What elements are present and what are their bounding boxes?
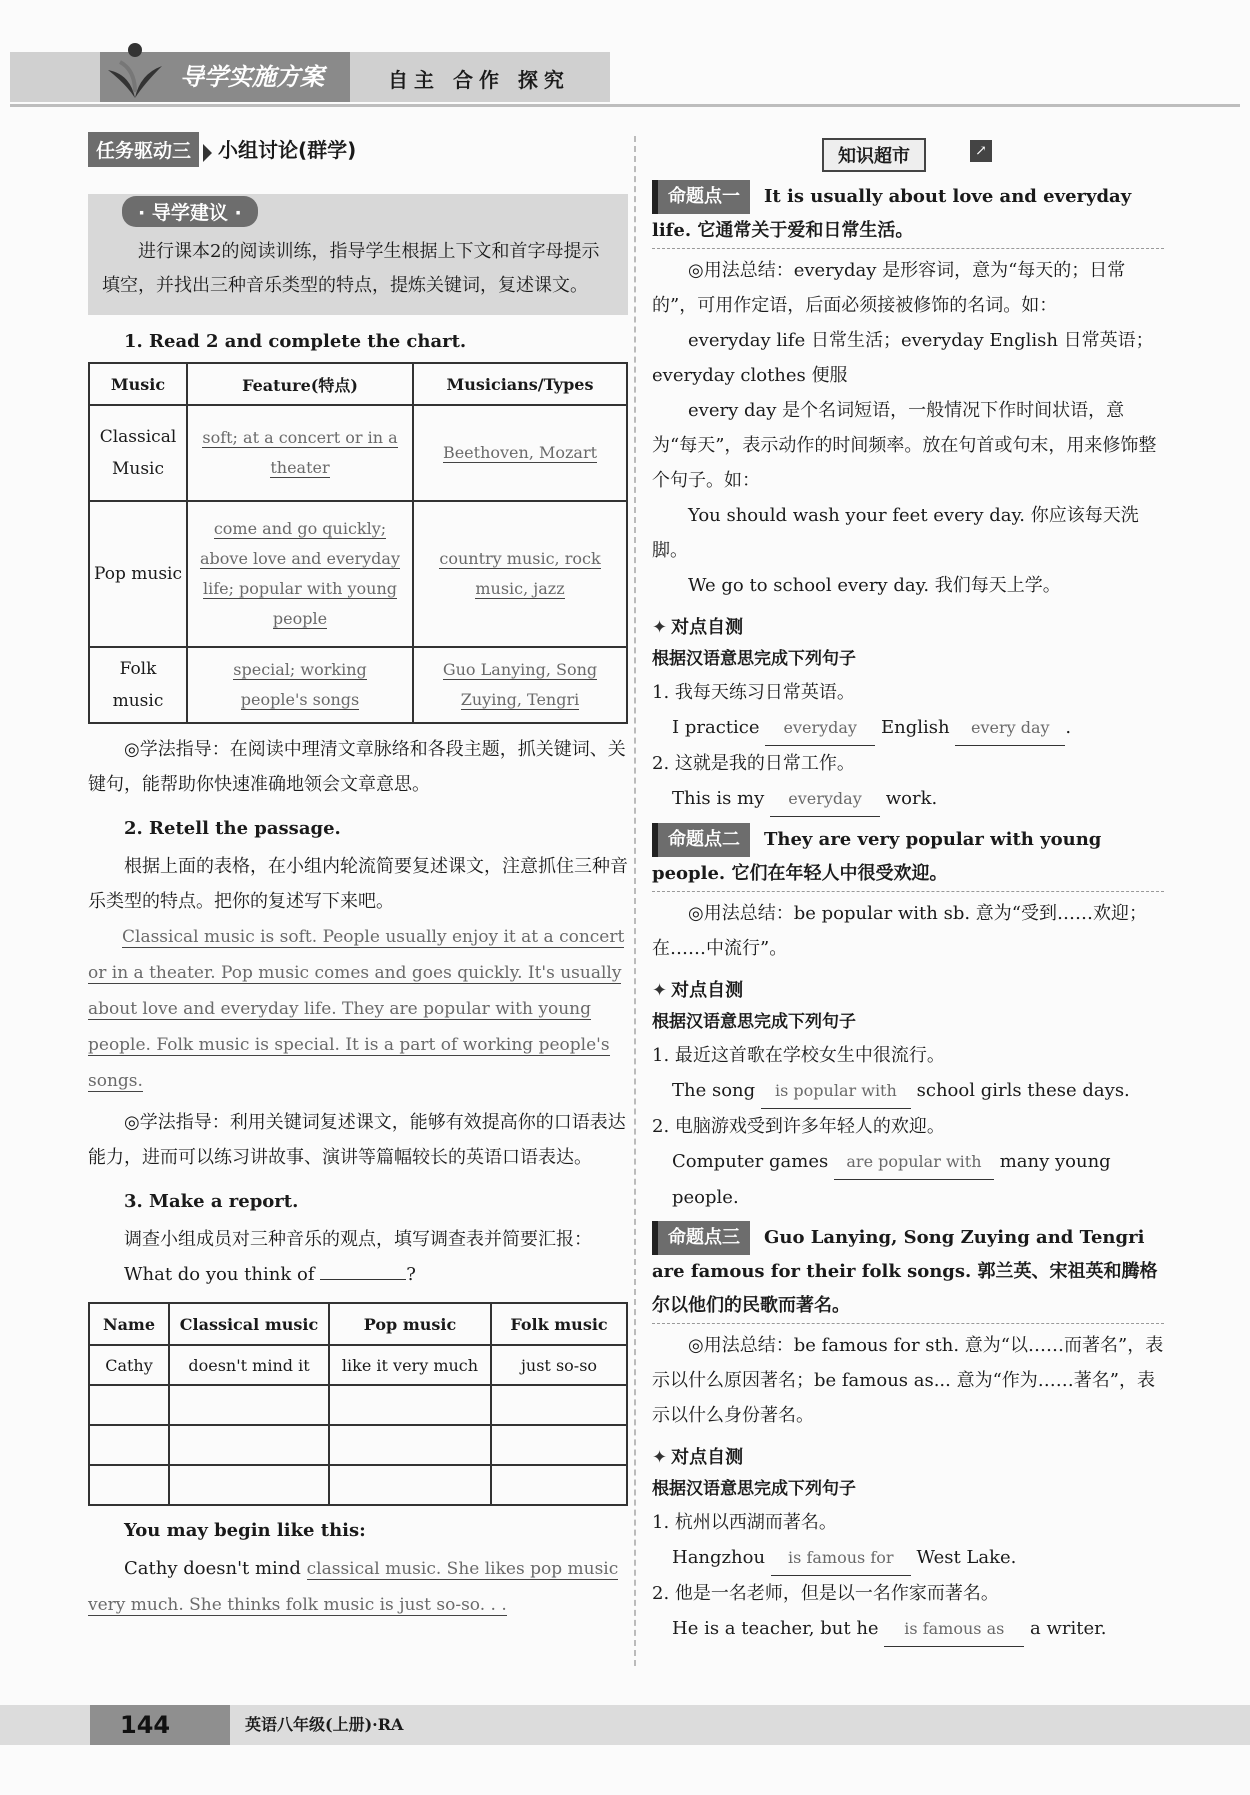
answer-blank: everyday [770,781,880,817]
right-column [652,130,1164,1647]
report-cell [491,1465,627,1505]
answer-blank: are popular with [834,1144,994,1180]
question: 2. 电脑游戏受到许多年轻人的欢迎。 [652,1116,945,1137]
arrow-right-icon [203,144,212,162]
instruction: 根据汉语意思完成下列句子 [652,1479,856,1499]
guide-tag: · 导学建议 · [122,196,258,227]
music-chart [88,362,628,724]
chart-cell-musicians: Beethoven, Mozart [413,405,627,501]
section-1-title: 1. Read 2 and complete the chart. [124,331,467,352]
usage-text: everyday life 日常生活；everyday English 日常英语；everyday clothes 便服 [652,330,1154,386]
instruction: 根据汉语意思完成下列句子 [652,1012,856,1032]
usage-text: every day 是个名词短语，一般情况下作时间状语，意为“每天”，表示动作的时间频率。放在句首或句末，用来修饰整个句子。如： [652,400,1157,491]
chart-header-music: Music [89,363,187,405]
chart-cell-music: Folk music [89,647,187,723]
task-title: 小组讨论(群学) [218,138,357,162]
report-header-folk: Folk music [491,1303,627,1345]
instruction: 根据汉语意思完成下列句子 [652,649,856,669]
sparkle-icon: ✦ [652,617,668,638]
answer-blank: is famous for [771,1540,911,1576]
header-subtitle: 自主 合作 探究 [388,68,570,92]
point-tag: 命题点三 [652,1221,750,1255]
header-title: 导学实施方案 [100,52,350,102]
chart-cell-music: Classical Music [89,405,187,501]
report-cell [329,1385,491,1425]
arrow-up-right-icon: ↗ [970,140,992,162]
report-cell: like it very much [329,1345,491,1385]
question: 2. 他是一名老师，但是以一名作家而著名。 [652,1583,999,1604]
usage-text: ◎用法总结：be popular with sb. 意为“受到……欢迎；在……中流行”。 [652,903,1148,959]
report-cell [89,1425,169,1465]
point-tag: 命题点二 [652,823,750,857]
chart-cell-music: Pop music [89,501,187,647]
header-divider [10,104,1240,107]
chart-header-musicians: Musicians/Types [413,363,627,405]
report-cell: just so-so [491,1345,627,1385]
report-cell [329,1425,491,1465]
question: 2. 这就是我的日常工作。 [652,753,855,774]
section-3-title: 3. Make a report. [124,1191,299,1212]
selftest-heading: ✦ 对点自测 [652,1447,744,1468]
report-cell [491,1385,627,1425]
begin-label: You may begin like this: [124,1520,366,1541]
point-1: 命题点一 It is usually about love and everyday life. 它通常关于爱和日常生活。 [652,180,1164,249]
report-cell [89,1385,169,1425]
section-2-title: 2. Retell the passage. [124,818,341,839]
answer-line: Hangzhou is famous for West Lake. [652,1540,1164,1576]
point-2: 命题点二 They are very popular with young people. 它们在年轻人中很受欢迎。 [652,823,1164,892]
sparkle-icon: ✦ [652,1447,668,1468]
selftest-heading: ✦ 对点自测 [652,617,744,638]
guide-box [88,194,628,315]
question: 1. 杭州以西湖而著名。 [652,1512,837,1533]
answer-line: This is my everyday work. [652,781,1164,817]
knowledge-header [652,130,1164,174]
report-cell [169,1465,329,1505]
answer-line: I practice everyday English every day . [652,710,1164,746]
report-cell [169,1425,329,1465]
knowledge-tag: 知识超市 [822,138,926,172]
usage-text: ◎用法总结：everyday 是形容词，意为“每天的；日常的”，可用作定语，后面必须接被修饰的名词。如： [652,260,1126,316]
answer-line: He is a teacher, but he is famous as a writer. [652,1611,1164,1647]
section-2-instruction: 根据上面的表格，在小组内轮流简要复述课文，注意抓住三种音乐类型的特点。把你的复述写下来吧。 [88,856,628,912]
report-cell: Cathy [89,1345,169,1385]
question: 1. 我每天练习日常英语。 [652,682,855,703]
task-header [88,132,628,172]
report-header-name: Name [89,1303,169,1345]
section-3-instruction: 调查小组成员对三种音乐的观点，填写调查表并简要汇报： [124,1229,592,1250]
answer-blank: every day [955,710,1065,746]
sparkle-icon: ✦ [652,980,668,1001]
book-title: 英语八年级(上册)·RA [245,1715,404,1734]
retell-answer: Classical music is soft. People usually enjoy it at a concert or in a theater. Pop music comes and goes quickly. It's usually about love and everyday life. They are popular with young people. Folk music is special. It is a part of working people's songs. [88,927,625,1091]
report-cell: doesn't mind it [169,1345,329,1385]
study-tip-1: ◎学法指导：在阅读中理清文章脉络和各段主题，抓关键词、关键句，能帮助你快速准确地领会文章意思。 [88,739,626,795]
report-blank [320,1279,406,1280]
chart-header-feature: Feature(特点) [187,363,413,405]
answer-line: The song is popular with school girls these days. [652,1073,1164,1109]
point-3: 命题点三 Guo Lanying, Song Zuying and Tengri are famous for their folk songs. 郭兰英、宋祖英和腾格尔以他们的民歌而著名。 [652,1221,1164,1324]
report-cell [329,1465,491,1505]
usage-text: ◎用法总结：be famous for sth. 意为“以……而著名”，表示以什么原因著名；be famous as... 意为“作为……著名”，表示以什么身份著名。 [652,1335,1164,1426]
page-number: 144 [90,1705,230,1745]
chart-cell-feature: special; working people's songs [187,647,413,723]
answer-blank: is famous as [884,1611,1024,1647]
report-header-pop: Pop music [329,1303,491,1345]
report-question: What do you think of ? [124,1264,416,1285]
left-column [88,130,628,1623]
question: 1. 最近这首歌在学校女生中很流行。 [652,1045,945,1066]
usage-text: You should wash your feet every day. 你应该每天洗脚。 [652,505,1139,561]
chart-cell-feature: soft; at a concert or in a theater [187,405,413,501]
column-divider [634,136,636,1666]
report-cell [491,1425,627,1465]
reader-logo-icon [100,40,170,102]
page-header [0,0,1250,120]
study-tip-2: ◎学法指导：利用关键词复述课文，能够有效提高你的口语表达能力，进而可以练习讲故事、演讲等篇幅较长的英语口语表达。 [88,1112,626,1168]
answer-blank: everyday [765,710,875,746]
chart-cell-feature: come and go quickly; above love and everyday life; popular with young people [187,501,413,647]
report-header-classical: Classical music [169,1303,329,1345]
chart-cell-musicians: country music, rock music, jazz [413,501,627,647]
usage-text: We go to school every day. 我们每天上学。 [688,575,1061,596]
selftest-heading: ✦ 对点自测 [652,980,744,1001]
report-table [88,1302,628,1506]
chart-cell-musicians: Guo Lanying, Song Zuying, Tengri [413,647,627,723]
answer-line: Computer games are popular with many young people. [652,1144,1164,1215]
point-tag: 命题点一 [652,180,750,214]
begin-sentence: Cathy doesn't mind classical music. She likes pop music very much. She thinks folk music is just so-so. . . [88,1558,619,1615]
guide-text: 进行课本2的阅读训练，指导学生根据上下文和首字母提示填空，并找出三种音乐类型的特点，提炼关键词，复述课文。 [102,241,600,296]
report-cell [89,1465,169,1505]
task-tag: 任务驱动三 [88,132,199,167]
report-cell [169,1385,329,1425]
answer-blank: is popular with [761,1073,911,1109]
